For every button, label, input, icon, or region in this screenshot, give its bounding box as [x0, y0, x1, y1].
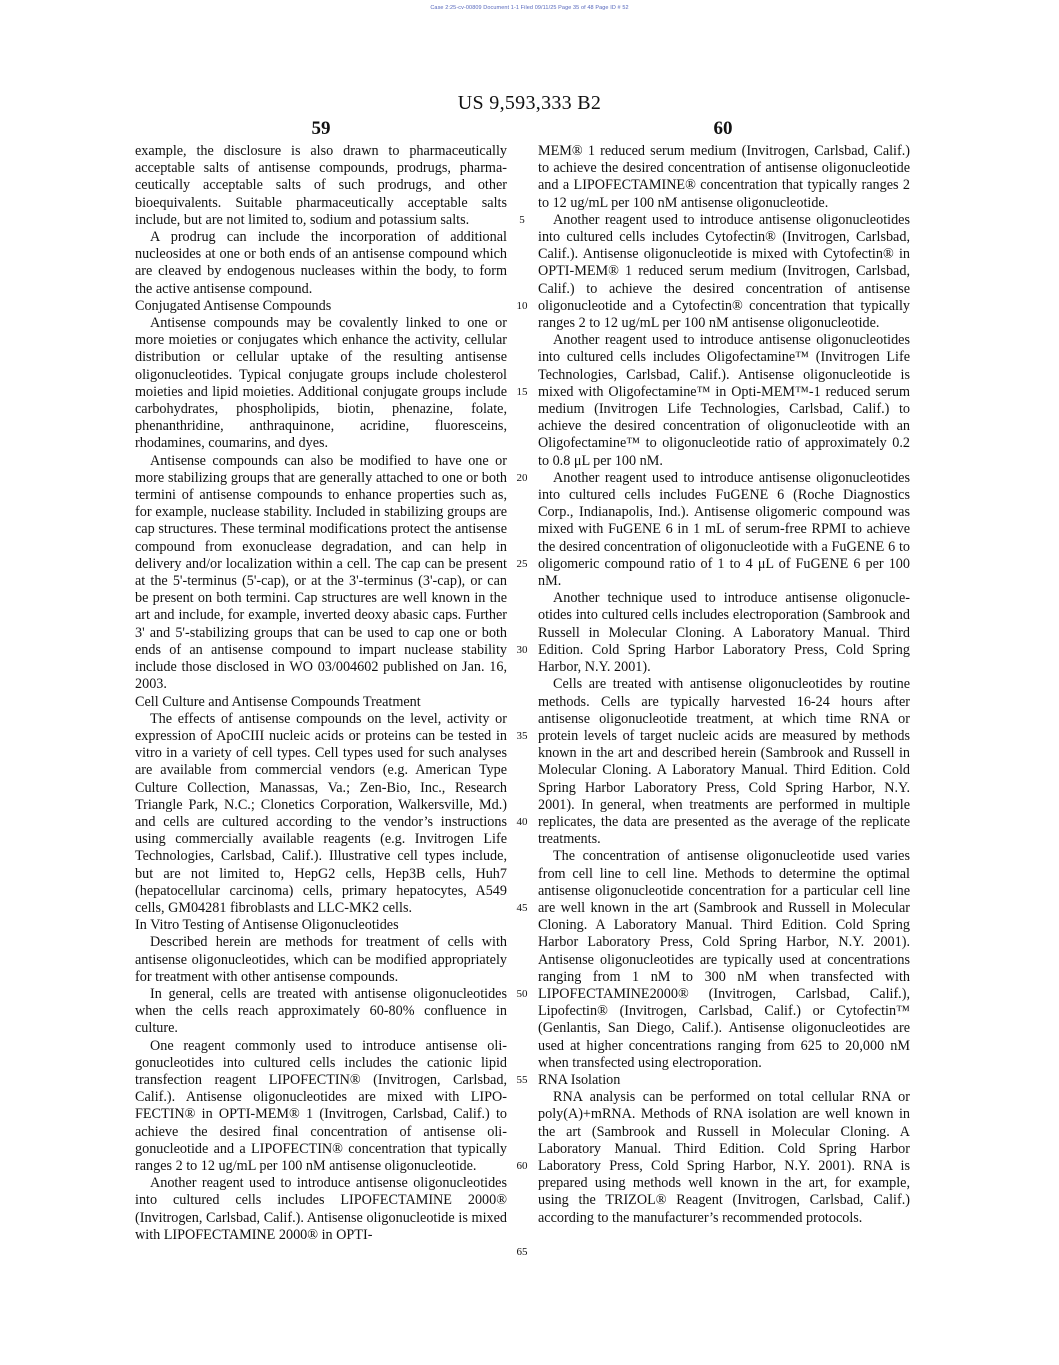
- body-paragraph: Antisense compounds can also be modified to have one or more stabilizing groups that are generally attached to one or both termini of antisense compounds to enhance properties such as, for example, nuclease stability. Included in stabilizing groups are cap structures. These terminal modifications protect the antisense compound from exonuclease degradation, and can help in delivery and/or localization within a cell. The cap can be present at the 5'-terminus (5'-cap), or at the 3'-terminus (3'-cap), or can be present on both termini. Cap structures are well known in the art and include, for example, inverted deoxy abasic caps. Further 3' and 5'-stabilizing groups that can be used to cap one or both ends of an antisense compound to impart nuclease stability include those disclosed in WO 03/004602 published on Jan. 16, 2003.: [135, 452, 507, 693]
- body-paragraph: The effects of antisense compounds on the level, activity or expression of ApoCIII nucleic acids or proteins can be tested in vitro in a variety of cell types. Cell types used for such analyses are available from commercial vendors (e.g. American Type Culture Collection, Manassas, Va.; Zen-Bio, Inc., Research Triangle Park, N.C.; Clonetics Corporation, Walkersville, Md.) and cells are cultured according to the vendor’s instructions using commercially available reagents (e.g. Invitrogen Life Technologies, Carlsbad, Calif.). Illustrative cell types include, but are not limited to, HepG2 cells, Hep3B cells, Huh7 (hepatocellular carcinoma) cells, primary hepatocytes, A549 cells, GM04281 fibroblasts and LLC-MK2 cells.: [135, 710, 507, 916]
- right-page-number: 60: [713, 118, 733, 139]
- right-text-column: [538, 143, 910, 1227]
- line-number: 55: [516, 1073, 528, 1086]
- section-heading: RNA Isolation: [538, 1071, 621, 1088]
- section-heading: Cell Culture and Antisense Compounds Treatment: [135, 693, 421, 710]
- left-page-number: 59: [311, 118, 331, 139]
- body-paragraph: Antisense compounds may be covalently linked to one or more moieties or conjugates which enhance the activity, cellular distribution or cellular uptake of the resulting antisense oligonucleotides. Typical conjugate groups include cholesterol moieties and lipid moieties. Additional conjugate groups include carbohydrates, phospholipids, biotin, phenazine, folate, phenanthridine, anthraquinone, acridine, fluoresceins, rhodamines, coumarins, and dyes.: [135, 315, 507, 452]
- left-text-column: [135, 143, 507, 1244]
- line-number: 45: [516, 901, 528, 914]
- section-heading: Conjugated Antisense Compounds: [135, 297, 332, 314]
- line-number: 25: [516, 557, 528, 570]
- line-number: 20: [516, 471, 528, 484]
- body-paragraph: Described herein are methods for treatment of cells with antisense oligonucleotides, which can be modified appropriately for treatment with other antisense compounds.: [135, 934, 507, 985]
- body-paragraph: RNA analysis can be performed on total cellular RNA or poly(A)+mRNA. Methods of RNA isolation are well known in the art (Sambrook and Russell in Molecular Cloning. A Laboratory Manual. Third Edition. Cold Spring Harbor Laboratory Press, Cold Spring Harbor, N.Y. 2001). RNA is prepared using methods well known in the art, for example, using the TRIZOL® Reagent (Invitrogen, Carlsbad, Calif.) according to the manufacturer’s recommended protocols.: [538, 1089, 910, 1226]
- line-number: 15: [516, 385, 528, 398]
- body-paragraph: In general, cells are treated with antisense oligonucleotides when the cells reach approximately 60-80% confluence in culture.: [135, 985, 507, 1037]
- body-paragraph: Another reagent used to introduce antisense oligonucleotides into cultured cells includes FuGENE 6 (Roche Diagnostics Corp., Indianapolis, Ind.). Antisense oligomeric compound was mixed with FuGENE 6 in 1 mL of serum-free RPMI to achieve the desired concentration of oligonucleotide with a FuGENE 6 to oligomeric compound ratio of 1 to 4 μL of FuGENE 6 per 100 nM.: [538, 469, 910, 590]
- line-number: 60: [516, 1159, 528, 1172]
- body-paragraph: The concentration of antisense oligonucleotide used varies from cell line to cell line. Methods to determine the optimal antisense oligonucleotide concentration for a particular cell line are well known in the art (Sambrook and Russell in Molecular Cloning. A Laboratory Manual. Third Edition. Cold Spring Harbor Laboratory Press, Cold Spring Harbor, N.Y. 2001). Antisense oligonucleotides are typically used at concentrations ranging from 1 nM to 300 nM when transfected with LIPOFECTAMINE2000® (Invitrogen, Carlsbad, Calif.), Lipofectin® (Invitrogen, Carlsbad, Calif.) or Cytofectin™ (Genlantis, San Diego, Calif.). Antisense oligonucleotides are used at higher concentrations ranging from 625 to 20,000 nM when transfected using electroporation.: [538, 848, 910, 1071]
- line-number: 40: [516, 815, 528, 828]
- line-number: 50: [516, 987, 528, 1000]
- body-paragraph: Another reagent used to introduce antisense oligonucleotides into cultured cells includes Oligofectamine™ (Invitrogen Life Technologies, Carlsbad, Calif.). Antisense oligonucleotide is mixed with Oligofectamine™ in Opti-MEM™-1 reduced serum medium (Invitrogen Life Technologies, Carlsbad, Calif.) to achieve the desired concentration of oligonucleotide with an Oligofectamine™ to oligonucleotide ratio of approximately 0.2 to 0.8 μL per 100 nM.: [538, 332, 910, 469]
- body-paragraph: MEM® 1 reduced serum medium (Invitrogen, Carlsbad, Calif.) to achieve the desired concentration of antisense oligonucleotide and a LIPOFECTAMINE® concentration that typically ranges 2 to 12 ug/mL per 100 nM antisense oligonucleotide.: [538, 143, 910, 211]
- line-number: 30: [516, 643, 528, 656]
- line-number: 5: [519, 213, 525, 226]
- line-number: 35: [516, 729, 528, 742]
- body-paragraph: Cells are treated with antisense oligonucleotides by routine methods. Cells are typically harvested 16-24 hours after antisense oligonucleotide treatment, at which time RNA or protein levels of target nucleic acids are measured by methods known in the art and described herein (Sambrook and Russell in Molecular Cloning. A Laboratory Manual. Third Edition. Cold Spring Harbor Laboratory Press, Cold Spring Harbor, N.Y. 2001). In general, when treatments are performed in multiple replicates, the data are presented as the average of the replicate treatments.: [538, 676, 910, 848]
- line-number: 10: [516, 299, 528, 312]
- body-paragraph: A prodrug can include the incorporation of additional nucleosides at one or both ends of an antisense compound which are cleaved by endogenous nucleases within the body, to form the active antisense compound.: [135, 229, 507, 297]
- court-filing-header: Case 2:25-cv-00809 Document 1-1 Filed 09/11/25 Page 35 of 48 Page ID # 52: [430, 5, 629, 11]
- section-heading: In Vitro Testing of Antisense Oligonucleotides: [135, 917, 399, 934]
- line-number: 65: [516, 1245, 528, 1258]
- body-paragraph: Another reagent used to introduce antisense oligonucleotides into cultured cells includes LIPOFECTAMINE 2000® (Invitrogen, Carlsbad, Calif.). Antisense oligonucleotide is mixed with LIPOFECTAMINE 2000® in OPTI-: [135, 1175, 507, 1243]
- body-paragraph: Another reagent used to introduce antisense oligonucleotides into cultured cells includes Cytofectin® (Invitrogen, Carlsbad, Calif.). Antisense oligonucleotide is mixed with Cytofectin® in OPTI-MEM® 1 reduced serum medium (Invitrogen, Carlsbad, Calif.) to achieve the desired concentration of antisense oligonucleotide and a Cytofectin® concentration that typically ranges 2 to 12 ug/mL per 100 nM antisense oligonucleotide.: [538, 211, 910, 332]
- patent-number: US 9,593,333 B2: [457, 92, 602, 114]
- body-paragraph: Another technique used to introduce antisense oligonucleotides into cultured cells includes electroporation (Sambrook and Russell in Molecular Cloning. A Laboratory Manual. Third Edition. Cold Spring Harbor Laboratory Press, Cold Spring Harbor, N.Y. 2001).: [538, 590, 910, 676]
- body-paragraph: example, the disclosure is also drawn to pharmaceutically acceptable salts of antisense compounds, prodrugs, pharmaceutically acceptable salts of such prodrugs, and other bioequivalents. Suitable pharmaceutically acceptable salts include, but are not limited to, sodium and potassium salts.: [135, 143, 507, 228]
- body-paragraph: One reagent commonly used to introduce antisense oligonucleotides into cultured cells includes the cationic lipid transfection reagent LIPOFECTIN® (Invitrogen, Carlsbad, Calif.). Antisense oligonucleotides are mixed with LIPOFECTIN® in OPTI-MEM® 1 (Invitrogen, Carlsbad, Calif.) to achieve the desired final concentration of antisense oligonucleotide and a LIPOFECTIN® concentration that typically ranges 2 to 12 ug/mL per 100 nM antisense oligonucleotide.: [135, 1037, 507, 1174]
